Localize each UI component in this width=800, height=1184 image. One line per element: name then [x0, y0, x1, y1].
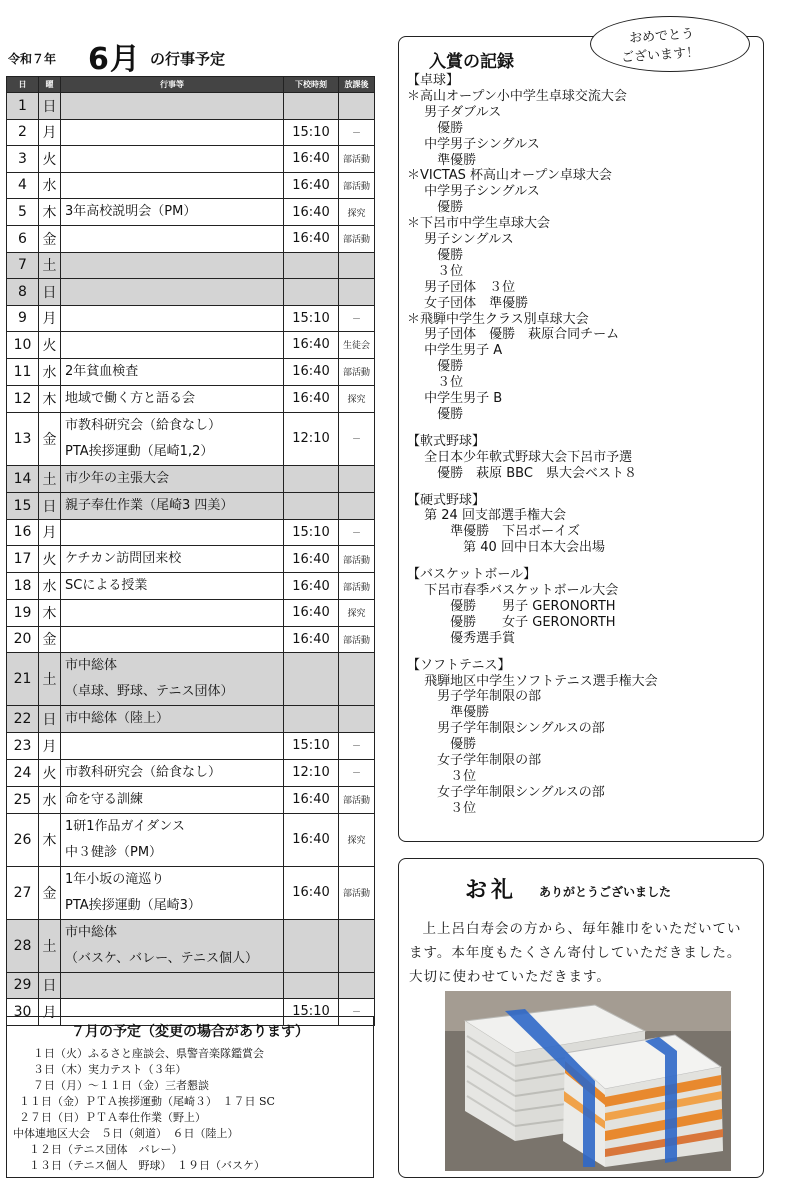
schedule-row: [7, 573, 375, 600]
event-text: 市中総体: [65, 924, 118, 940]
after-school-cell: －: [339, 759, 375, 786]
weekday-cell: 水: [39, 573, 61, 600]
event-text: PTA挨拶運動（尾崎1,2）: [65, 443, 214, 459]
day-cell: 23: [7, 733, 39, 760]
event-text: ケチカン訪問団来校: [65, 551, 182, 566]
schedule-row: [7, 492, 375, 519]
award-line: 優勝: [407, 200, 464, 216]
events-cell: [61, 492, 284, 519]
events-cell: [61, 813, 284, 866]
after-school-cell: [339, 492, 375, 519]
award-line: 準優勝: [407, 705, 490, 721]
events-cell: [61, 653, 284, 706]
award-line: 中学男子シングルス: [407, 136, 540, 152]
weekday-cell: 火: [39, 332, 61, 359]
schedule-row: [7, 279, 375, 306]
award-line: 男子団体 優勝 萩原合同チーム: [407, 327, 620, 343]
award-line: 男子シングルス: [407, 232, 514, 247]
dismissal-cell: 16:40: [284, 626, 339, 653]
day-cell: 7: [7, 252, 39, 279]
col-header-events: 行事等: [61, 77, 284, 93]
day-cell: 25: [7, 786, 39, 813]
day-cell: 26: [7, 813, 39, 866]
events-cell: [61, 226, 284, 253]
award-line: 優勝 男子 GERONORTH: [407, 598, 616, 614]
award-line: ３位: [407, 263, 464, 279]
event-text: 市教科研究会（給食なし）: [65, 417, 222, 433]
july-line: １３日（テニス個人 野球） １９日（バスケ）: [29, 1159, 266, 1172]
award-line: 準優勝: [407, 152, 477, 168]
weekday-cell: 金: [39, 626, 61, 653]
after-school-cell: 探究: [339, 813, 375, 866]
events-cell: [61, 465, 284, 492]
after-school-cell: 探究: [339, 600, 375, 627]
weekday-cell: 月: [39, 733, 61, 760]
dismissal-cell: 16:40: [284, 146, 339, 173]
dismissal-cell: 16:40: [284, 358, 339, 385]
events-cell: [61, 573, 284, 600]
dismissal-cell: 15:10: [284, 999, 339, 1026]
weekday-cell: 土: [39, 252, 61, 279]
day-cell: 16: [7, 519, 39, 546]
after-school-cell: [339, 972, 375, 999]
dismissal-cell: 16:40: [284, 866, 339, 919]
july-line: 中体連地区大会 ５日（剣道） ６日（陸上）: [13, 1127, 239, 1140]
events-cell: [61, 119, 284, 146]
day-cell: 20: [7, 626, 39, 653]
schedule-row: [7, 733, 375, 760]
thanks-title: お礼: [465, 878, 518, 903]
weekday-cell: 月: [39, 999, 61, 1026]
event-text: 市中総体: [65, 658, 118, 673]
award-line: 飛騨地区中学生ソフトテニス選手権大会: [407, 673, 658, 689]
event-text: 2年貧血検査: [65, 363, 139, 379]
award-line: 第 24 回支部選手権大会: [407, 508, 566, 524]
after-school-cell: 生徒会: [339, 332, 375, 359]
award-line: 優勝 萩原 BBC 県大会ベスト８: [407, 465, 637, 481]
thanks-box: [398, 858, 764, 1178]
weekday-cell: 火: [39, 146, 61, 173]
july-line: １２日（テニス団体 バレー）: [29, 1143, 183, 1156]
award-line: 【硬式野球】: [407, 492, 486, 508]
events-cell: [61, 600, 284, 627]
weekday-cell: 金: [39, 412, 61, 465]
award-line: 【卓球】: [407, 73, 460, 88]
july-line: ２７日（日）ＰＴＡ奉仕作業（野上）: [19, 1111, 206, 1124]
award-line: 中学生男子 A: [407, 343, 503, 359]
day-cell: 2: [7, 119, 39, 146]
july-line: １日（火）ふるさと座談会、県警音楽隊鑑賞会: [33, 1047, 264, 1060]
weekday-cell: 日: [39, 93, 61, 120]
event-text: 市教科研究会（給食なし）: [65, 764, 222, 780]
after-school-cell: [339, 252, 375, 279]
schedule-row: [7, 226, 375, 253]
dismissal-cell: 16:40: [284, 573, 339, 600]
schedule-table: [6, 76, 375, 1026]
day-cell: 11: [7, 358, 39, 385]
schedule-row: [7, 626, 375, 653]
dismissal-cell: 16:40: [284, 172, 339, 199]
award-line: 全日本少年軟式野球大会下呂市予選: [407, 449, 633, 465]
schedule-body: [7, 93, 375, 1026]
weekday-cell: 金: [39, 226, 61, 253]
award-line: ３位: [407, 375, 464, 391]
after-school-cell: －: [339, 519, 375, 546]
event-text: PTA挨拶運動（尾崎3）: [65, 897, 201, 913]
day-cell: 1: [7, 93, 39, 120]
after-school-cell: 部活動: [339, 866, 375, 919]
towel-stack-photo: [445, 991, 731, 1171]
after-school-cell: －: [339, 733, 375, 760]
after-school-cell: 探究: [339, 385, 375, 412]
schedule-row: [7, 866, 375, 919]
after-school-cell: 探究: [339, 199, 375, 226]
award-line: 優勝: [407, 406, 464, 422]
events-cell: [61, 733, 284, 760]
weekday-cell: 日: [39, 279, 61, 306]
award-line: ３位: [407, 768, 477, 784]
weekday-cell: 水: [39, 786, 61, 813]
dismissal-cell: [284, 706, 339, 733]
award-line: 中学男子シングルス: [407, 184, 540, 200]
july-line: ７日（月）～１１日（金）三者懇談: [33, 1079, 209, 1092]
event-text: 1年小坂の滝巡り: [65, 871, 165, 887]
dismissal-cell: [284, 465, 339, 492]
award-line: 女子学年制限の部: [407, 753, 542, 768]
weekday-cell: 水: [39, 358, 61, 385]
dismissal-cell: 16:40: [284, 226, 339, 253]
event-text: 親子奉仕作業（尾崎3 四美）: [65, 497, 234, 513]
month-title: 6月: [88, 42, 141, 77]
col-header-day: 日: [7, 77, 39, 93]
award-line: 男子学年制限シングルスの部: [407, 721, 605, 737]
event-text: （バスケ、バレー、テニス個人）: [65, 950, 259, 966]
schedule-row: [7, 546, 375, 573]
schedule-row: [7, 813, 375, 866]
dismissal-cell: [284, 93, 339, 120]
col-header-dow: 曜: [39, 77, 61, 93]
day-cell: 17: [7, 546, 39, 573]
day-cell: 6: [7, 226, 39, 253]
weekday-cell: 木: [39, 385, 61, 412]
weekday-cell: 火: [39, 759, 61, 786]
events-cell: [61, 519, 284, 546]
dismissal-cell: 15:10: [284, 305, 339, 332]
award-line: 男子学年制限の部: [407, 689, 542, 705]
event-text: 命を守る訓練: [65, 791, 144, 807]
day-cell: 28: [7, 919, 39, 972]
weekday-cell: 月: [39, 305, 61, 332]
weekday-cell: 土: [39, 465, 61, 492]
award-line: 優秀選手賞: [407, 630, 516, 646]
dismissal-cell: 16:40: [284, 332, 339, 359]
award-line: 優勝: [407, 737, 477, 753]
events-cell: [61, 146, 284, 173]
era-label: 令和７年: [8, 52, 57, 66]
award-line: 下呂市春季バスケットボール大会: [407, 583, 619, 598]
title-suffix: の行事予定: [150, 50, 226, 68]
schedule-row: [7, 786, 375, 813]
schedule-row: [7, 519, 375, 546]
event-text: 市少年の主張大会: [65, 470, 170, 486]
award-line: ＊VICTAS 杯高山オープン卓球大会: [407, 168, 612, 184]
schedule-row: [7, 600, 375, 627]
after-school-cell: [339, 653, 375, 706]
thanks-body: 上上呂白寿会の方から、毎年雑巾をいただいています。本年度もたくさん寄付していただきました。大切に使わせていただきます。: [409, 921, 742, 985]
event-text: 中３健診（PM）: [65, 844, 163, 860]
events-cell: [61, 546, 284, 573]
day-cell: 4: [7, 172, 39, 199]
weekday-cell: 日: [39, 492, 61, 519]
award-line: 準優勝 下呂ボーイズ: [407, 524, 581, 540]
award-line: 第 40 回中日本大会出場: [407, 540, 605, 556]
weekday-cell: 日: [39, 972, 61, 999]
award-line: ＊下呂市中学生卓球大会: [407, 216, 551, 232]
after-school-cell: [339, 279, 375, 306]
after-school-cell: [339, 93, 375, 120]
dismissal-cell: 16:40: [284, 546, 339, 573]
events-cell: [61, 759, 284, 786]
weekday-cell: 水: [39, 172, 61, 199]
dismissal-cell: 16:40: [284, 600, 339, 627]
schedule-row: [7, 972, 375, 999]
weekday-cell: 火: [39, 546, 61, 573]
dismissal-cell: 16:40: [284, 199, 339, 226]
award-line: 【軟式野球】: [407, 433, 486, 449]
dismissal-cell: [284, 919, 339, 972]
dismissal-cell: [284, 279, 339, 306]
dismissal-cell: 12:10: [284, 412, 339, 465]
day-cell: 30: [7, 999, 39, 1026]
day-cell: 27: [7, 866, 39, 919]
thanks-subtitle: ありがとうございました: [539, 885, 672, 899]
dismissal-cell: 15:10: [284, 519, 339, 546]
july-line: ３日（木）実力テスト（３年）: [33, 1063, 187, 1076]
bubble-line: ございます！: [620, 45, 700, 66]
schedule-row: [7, 93, 375, 120]
award-line: 優勝: [407, 247, 464, 263]
dismissal-cell: [284, 492, 339, 519]
congrats-bubble: [590, 16, 750, 72]
dismissal-cell: [284, 972, 339, 999]
after-school-cell: 部活動: [339, 546, 375, 573]
weekday-cell: 日: [39, 706, 61, 733]
schedule-row: [7, 199, 375, 226]
award-line: 優勝: [407, 359, 464, 375]
schedule-row: [7, 252, 375, 279]
day-cell: 15: [7, 492, 39, 519]
july-line: １１日（金）ＰＴＡ挨拶運動（尾崎３） １７日 SC: [19, 1095, 275, 1108]
event-text: 1研1作品ガイダンス: [65, 818, 185, 834]
schedule-row: [7, 358, 375, 385]
dismissal-cell: 16:40: [284, 786, 339, 813]
day-cell: 21: [7, 653, 39, 706]
after-school-cell: －: [339, 305, 375, 332]
award-line: 女子団体 準優勝: [407, 295, 529, 311]
schedule-row: [7, 919, 375, 972]
schedule-row: [7, 332, 375, 359]
day-cell: 10: [7, 332, 39, 359]
weekday-cell: 木: [39, 199, 61, 226]
weekday-cell: 月: [39, 519, 61, 546]
weekday-cell: 木: [39, 813, 61, 866]
col-header-dismissal: 下校時刻: [284, 77, 339, 93]
after-school-cell: [339, 919, 375, 972]
day-cell: 12: [7, 385, 39, 412]
after-school-cell: －: [339, 999, 375, 1026]
events-cell: [61, 252, 284, 279]
after-school-cell: 部活動: [339, 146, 375, 173]
schedule-row: [7, 172, 375, 199]
award-line: 優勝: [407, 120, 464, 136]
after-school-cell: [339, 465, 375, 492]
after-school-cell: －: [339, 412, 375, 465]
events-cell: [61, 626, 284, 653]
events-cell: [61, 358, 284, 385]
dismissal-cell: 16:40: [284, 813, 339, 866]
events-cell: [61, 172, 284, 199]
after-school-cell: 部活動: [339, 172, 375, 199]
col-header-after: 放課後: [339, 77, 375, 93]
schedule-row: [7, 305, 375, 332]
events-cell: [61, 93, 284, 120]
day-cell: 14: [7, 465, 39, 492]
schedule-row: [7, 465, 375, 492]
july-schedule-box: [6, 1016, 374, 1178]
dismissal-cell: [284, 653, 339, 706]
events-cell: [61, 332, 284, 359]
events-cell: [61, 199, 284, 226]
schedule-row: [7, 119, 375, 146]
after-school-cell: 部活動: [339, 226, 375, 253]
schedule-header-row: [7, 77, 375, 93]
after-school-cell: －: [339, 119, 375, 146]
dismissal-cell: [284, 252, 339, 279]
schedule-row: [7, 653, 375, 706]
weekday-cell: 木: [39, 600, 61, 627]
weekday-cell: 土: [39, 919, 61, 972]
award-line: 女子学年制限シングルスの部: [407, 784, 605, 800]
event-text: 市中総体（陸上）: [65, 711, 170, 726]
event-text: 3年高校説明会（PM）: [65, 204, 197, 219]
event-text: 地域で働く方と語る会: [65, 390, 196, 406]
day-cell: 5: [7, 199, 39, 226]
award-line: ＊飛騨中学生クラス別卓球大会: [407, 311, 589, 327]
day-cell: 13: [7, 412, 39, 465]
after-school-cell: 部活動: [339, 573, 375, 600]
day-cell: 9: [7, 305, 39, 332]
events-cell: [61, 305, 284, 332]
events-cell: [61, 866, 284, 919]
july-title: ７月の予定（変更の場合があります）: [71, 1024, 309, 1040]
weekday-cell: 土: [39, 653, 61, 706]
events-cell: [61, 385, 284, 412]
day-cell: 22: [7, 706, 39, 733]
day-cell: 18: [7, 573, 39, 600]
award-line: 【バスケットボール】: [407, 567, 537, 583]
award-line: 中学生男子 B: [407, 391, 503, 406]
dismissal-cell: 15:10: [284, 119, 339, 146]
bubble-line: おめでとう: [628, 26, 695, 47]
dismissal-cell: 16:40: [284, 385, 339, 412]
after-school-cell: 部活動: [339, 358, 375, 385]
award-line: ３位: [407, 800, 477, 816]
event-text: （卓球、野球、テニス団体）: [65, 684, 234, 699]
dismissal-cell: 12:10: [284, 759, 339, 786]
events-cell: [61, 412, 284, 465]
schedule-row: [7, 146, 375, 173]
dismissal-cell: 15:10: [284, 733, 339, 760]
events-cell: [61, 919, 284, 972]
after-school-cell: 部活動: [339, 786, 375, 813]
schedule-row: [7, 412, 375, 465]
schedule-row: [7, 385, 375, 412]
award-line: 【ソフトテニス】: [407, 657, 511, 673]
events-cell: [61, 706, 284, 733]
day-cell: 3: [7, 146, 39, 173]
weekday-cell: 月: [39, 119, 61, 146]
award-line: 優勝 女子 GERONORTH: [407, 614, 616, 630]
awards-title: 入賞の記録: [429, 52, 514, 72]
award-line: 男子団体 ３位: [407, 279, 516, 295]
day-cell: 29: [7, 972, 39, 999]
event-text: SCによる授業: [65, 578, 148, 593]
weekday-cell: 金: [39, 866, 61, 919]
events-cell: [61, 279, 284, 306]
after-school-cell: [339, 706, 375, 733]
events-cell: [61, 786, 284, 813]
events-cell: [61, 972, 284, 999]
award-line: ＊高山オープン小中学生卓球交流大会: [407, 88, 627, 104]
after-school-cell: 部活動: [339, 626, 375, 653]
award-line: 男子ダブルス: [407, 104, 502, 120]
schedule-row: [7, 759, 375, 786]
day-cell: 19: [7, 600, 39, 627]
day-cell: 8: [7, 279, 39, 306]
awards-box: [398, 36, 764, 842]
schedule-row: [7, 706, 375, 733]
day-cell: 24: [7, 759, 39, 786]
